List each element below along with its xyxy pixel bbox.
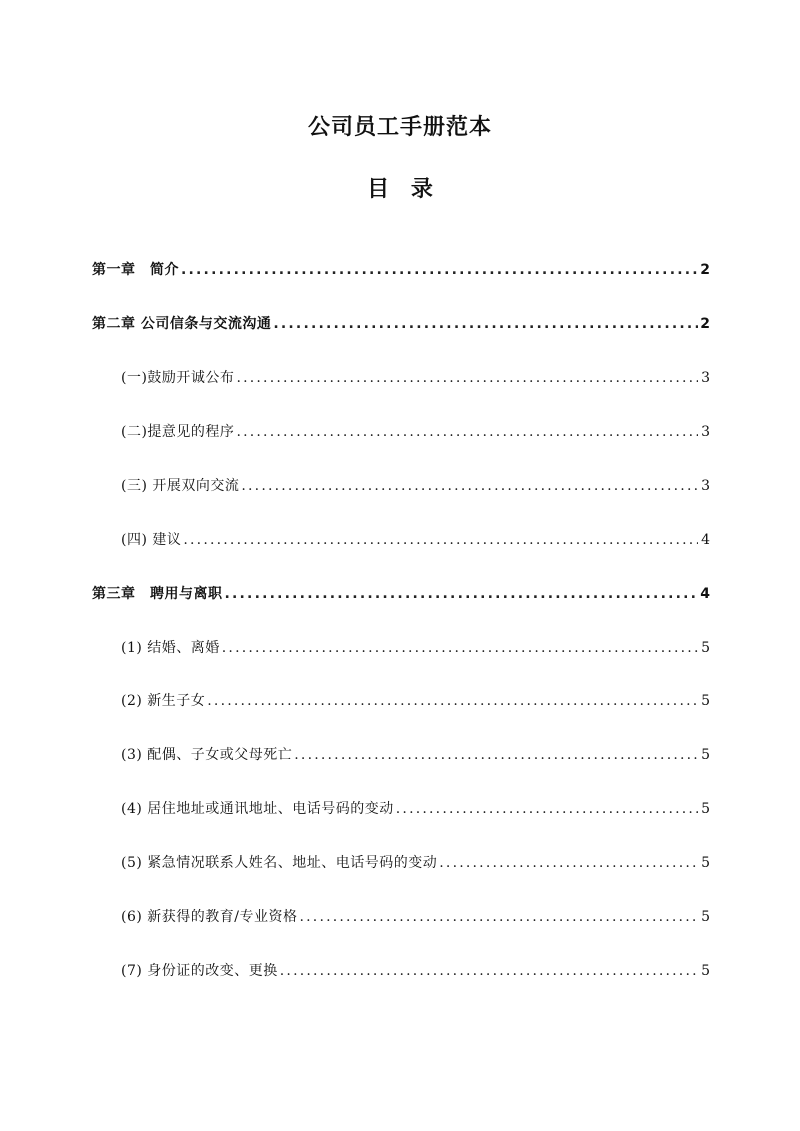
toc-entry-label: (一)鼓励开诚公布 [121, 370, 235, 386]
toc-entry-item[interactable] [121, 906, 710, 930]
toc-entry-page: 3 [701, 370, 710, 386]
toc-entry-label: 第一章 简介 [92, 262, 179, 278]
toc-entry-chapter-3[interactable] [92, 583, 710, 607]
toc-entry-item[interactable] [121, 798, 710, 822]
toc-leader-dots [396, 801, 698, 817]
toc-leader-dots [222, 640, 698, 656]
document-title: 公司员工手册范本 [307, 115, 492, 140]
toc-entry-page: 2 [700, 316, 710, 332]
toc-entry-section[interactable] [121, 475, 710, 499]
toc-entry-section[interactable] [121, 421, 710, 445]
toc-entry-page: 4 [701, 532, 710, 548]
toc-entry-page: 3 [701, 478, 710, 494]
toc-leader-dots [241, 478, 698, 494]
toc-entry-item[interactable] [121, 744, 710, 768]
toc-leader-dots [439, 855, 698, 871]
toc-entry-label: 第三章 聘用与离职 [92, 586, 223, 602]
toc-leader-dots [294, 747, 698, 763]
toc-leader-dots [236, 424, 698, 440]
toc-entry-label: (2) 新生子女 [121, 693, 206, 709]
toc-leader-dots [280, 963, 698, 979]
toc-leader-dots [225, 586, 699, 602]
toc-entry-page: 5 [701, 801, 710, 817]
toc-entry-section[interactable] [121, 529, 710, 553]
toc-leader-dots [207, 693, 698, 709]
toc-entry-section[interactable] [121, 367, 710, 391]
toc-entry-label: (4) 居住地址或通讯地址、电话号码的变动 [121, 801, 394, 817]
toc-entry-label: (二)提意见的程序 [121, 424, 235, 440]
toc-entry-page: 5 [701, 747, 710, 763]
toc-leader-dots [300, 909, 699, 925]
toc-entry-page: 3 [701, 424, 710, 440]
toc-entry-label: (5) 紧急情况联系人姓名、地址、电话号码的变动 [121, 855, 438, 871]
toc-entry-label: (三) 开展双向交流 [121, 478, 240, 494]
toc-entry-page: 5 [701, 855, 710, 871]
toc-entry-page: 2 [700, 262, 710, 278]
toc-leader-dots [236, 370, 698, 386]
toc-entry-label: (1) 结婚、离婚 [121, 640, 220, 656]
toc-entry-item[interactable] [121, 690, 710, 714]
toc-entry-item[interactable] [121, 637, 710, 661]
toc-entry-chapter-2[interactable] [92, 313, 710, 337]
toc-entry-page: 5 [701, 640, 710, 656]
toc-entry-label: (7) 身份证的改变、更换 [121, 963, 278, 979]
toc-entry-label: (6) 新获得的教育/专业资格 [121, 909, 298, 925]
toc-heading: 目 录 [367, 177, 433, 202]
toc-entry-label: (3) 配偶、子女或父母死亡 [121, 747, 293, 763]
toc-entry-page: 4 [700, 586, 710, 602]
toc-entry-item[interactable] [121, 960, 710, 984]
toc-entry-chapter-1[interactable] [92, 259, 710, 283]
toc-entry-page: 5 [701, 909, 710, 925]
toc-entry-page: 5 [701, 963, 710, 979]
toc-entry-label: (四) 建议 [121, 532, 182, 548]
toc-entry-page: 5 [701, 693, 710, 709]
toc-leader-dots [273, 316, 698, 332]
toc-entry-item[interactable] [121, 852, 710, 876]
toc-leader-dots [183, 532, 698, 548]
toc-entry-label: 第二章 公司信条与交流沟通 [92, 316, 272, 332]
toc-leader-dots [181, 262, 698, 278]
